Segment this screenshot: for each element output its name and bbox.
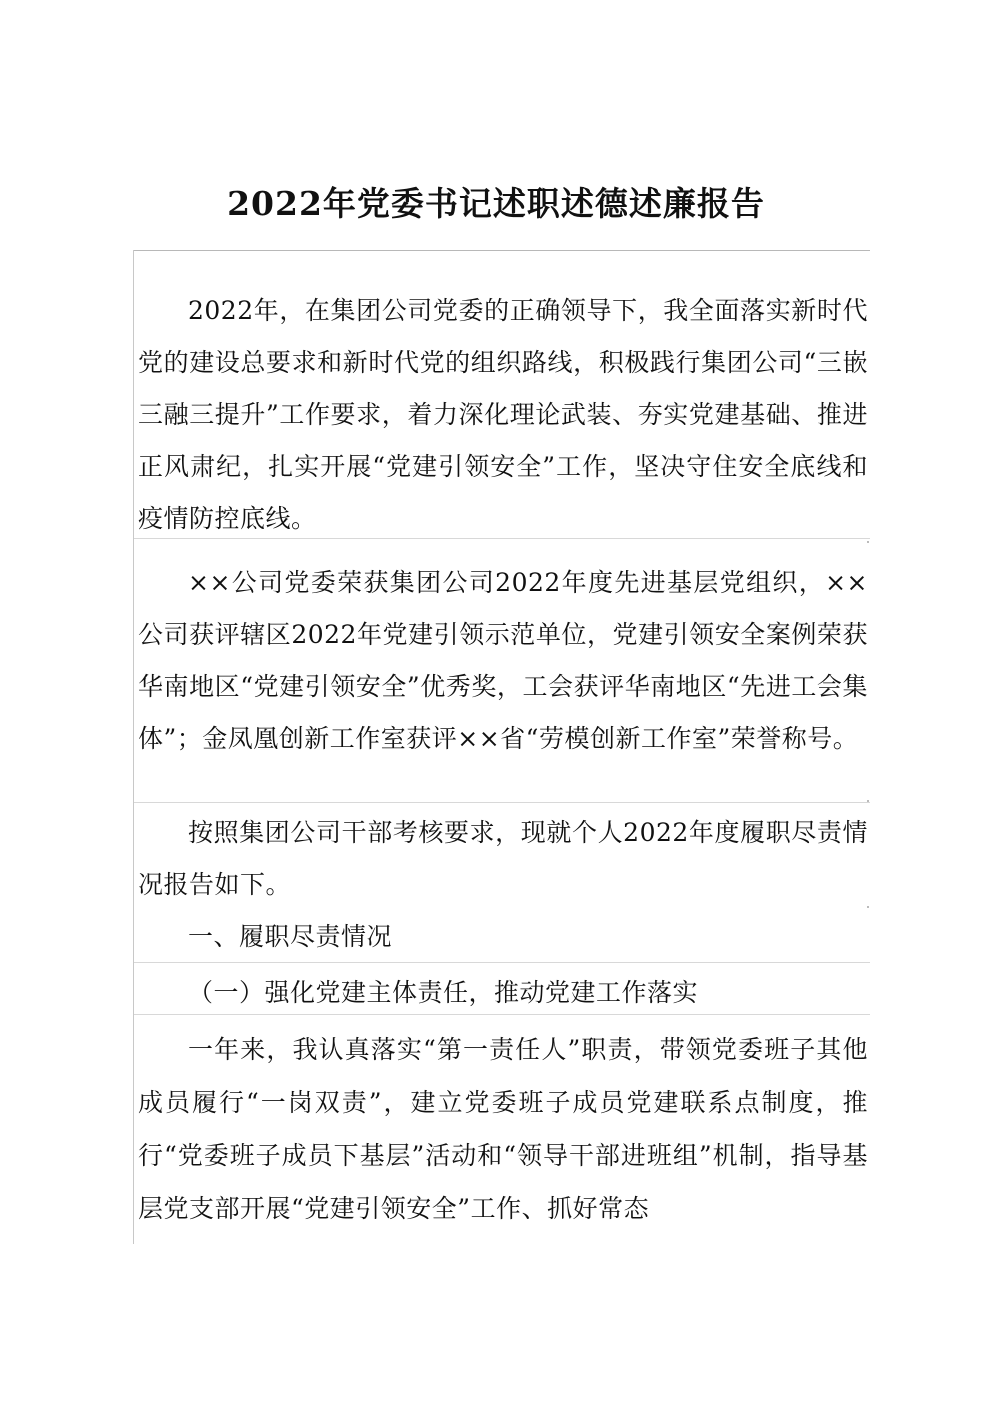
heading-level-2: （一）强化党建主体责任，推动党建工作落实 (188, 978, 699, 1007)
paragraph-honors: ××公司党委荣获集团公司2022年度先进基层党组织，××公司获评辖区2022年党建引领示范单位，党建引领安全案例荣获华南地区“党建引领安全”优秀奖，工会获评华南地区“先进工会集体”；金凤凰创新工作室获评××省“劳模创新工作室”荣誉称号。 (138, 568, 868, 753)
frame-tick-mark (867, 800, 869, 802)
frame-tick-mark (867, 906, 869, 908)
document-title: 2022年党委书记述职述德述廉报告 (227, 184, 765, 223)
body-section-subheading (134, 962, 870, 1014)
paragraph-duties: 一年来，我认真落实“第一责任人”职责，带领党委班子其他成员履行“一岗双责”，建立党委班子成员党建联系点制度，推行“党委班子成员下基层”活动和“领导干部进班组”机制，指导基层党支部开展“党建引领安全”工作、抓好常态 (138, 1035, 868, 1223)
body-section-duties (134, 1014, 870, 1244)
body-section-intro (134, 250, 870, 538)
document-body (133, 250, 870, 1244)
paragraph-intro: 2022年，在集团公司党委的正确领导下，我全面落实新时代党的建设总要求和新时代党的组织路线，积极践行集团公司“三嵌三融三提升”工作要求，着力深化理论武装、夯实党建基础、推进正风肃纪，扎实开展“党建引领安全”工作，坚决守住安全底线和疫情防控底线。 (138, 296, 868, 533)
body-section-report-intro (134, 802, 870, 962)
body-section-honors (134, 538, 870, 802)
paragraph-report-intro: 按照集团公司干部考核要求，现就个人2022年度履职尽责情况报告如下。 (138, 818, 868, 899)
frame-tick-mark (867, 541, 869, 543)
heading-level-1: 一、履职尽责情况 (188, 922, 393, 951)
